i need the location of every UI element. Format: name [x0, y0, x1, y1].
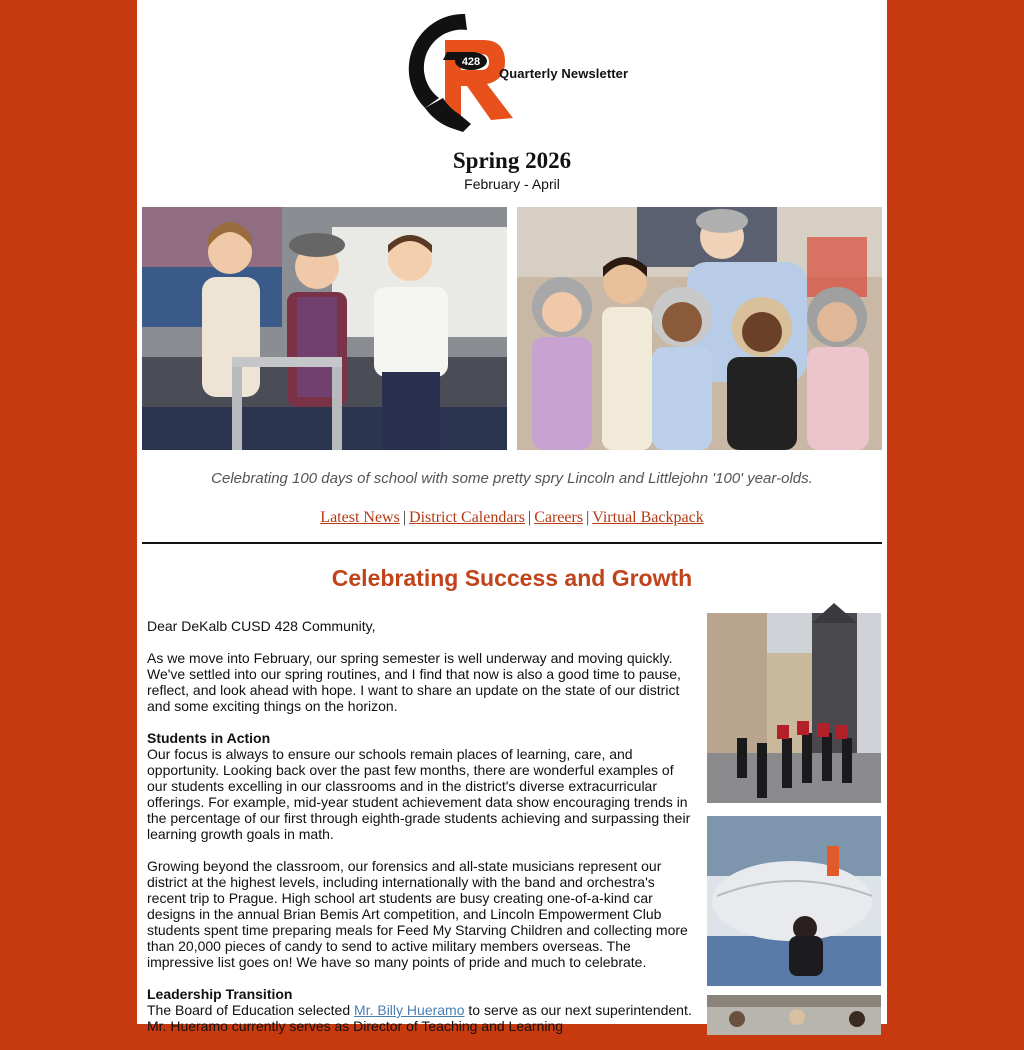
- section-headline: Celebrating Success and Growth: [331, 565, 693, 591]
- section-leadership-transition: [147, 986, 692, 1034]
- nav-separator: |: [402, 509, 407, 526]
- hero-photo-right: [517, 207, 882, 450]
- nav-link-careers[interactable]: Careers: [534, 509, 584, 526]
- quick-links-nav: [137, 509, 887, 527]
- section-title: Leadership Transition: [147, 986, 293, 1002]
- section-text: The Board of Education selected: [147, 1002, 355, 1018]
- nav-link-district-calendars[interactable]: District Calendars: [409, 509, 525, 526]
- hero-photo-left: [142, 207, 507, 450]
- section-text: Our focus is always to ensure our schools remain places of learning, care, and opportunity. Looking back over the past few months, there are wonderful examples of our students excelling in our classrooms and in the district's diverse extracurricular offerings. For example, mid-year student achievement data show encouraging trends in the percentage of our first through eighth-grade students achieving and surpassing their learning growth goals in math.: [147, 746, 691, 842]
- logo-badge-text: 428: [461, 56, 481, 68]
- nav-link-virtual-backpack[interactable]: Virtual Backpack: [592, 509, 704, 526]
- section-growing-beyond: Growing beyond the classroom, our forensics and all-state musicians represent our district at the highest levels, including internationally with the band and orchestra's recent trip to Prague. High school art students are busy creating one-of-a-kind car designs in the annual Brian Bemis Art competition, and Lincoln Empowerment Club students spent time preparing meals for Feed My Starving Children and collecting more than 20,000 pieces of candy to send to active military members overseas. The impressive list goes on! We have so many points of pride and much to celebrate.: [147, 858, 688, 970]
- nav-link-latest-news[interactable]: Latest News: [320, 509, 400, 526]
- section-title: Students in Action: [147, 730, 271, 746]
- letter-body: [147, 618, 692, 1050]
- side-photo-prague-band: [707, 613, 881, 803]
- section-students-in-action: [147, 730, 692, 842]
- season-title: Spring 2026: [452, 148, 572, 173]
- season-months: February - April: [464, 176, 560, 192]
- nav-separator: |: [586, 509, 590, 526]
- newsletter-page: [137, 0, 887, 1034]
- district-logo: [405, 10, 630, 135]
- photo-caption: Celebrating 100 days of school with some pretty spry Lincoln and Littlejohn '100' year-olds.: [211, 470, 813, 487]
- letter-greeting: Dear DeKalb CUSD 428 Community,: [147, 618, 376, 634]
- divider: [142, 542, 882, 544]
- letter-intro: As we move into February, our spring semester is well underway and moving quickly. We've settled into our spring routines, and I find that now is also a good time to pause, reflect, and look ahead with hope. I want to share an update on the state of our district and some exciting things on the horizon.: [147, 650, 681, 714]
- logo-text: Quarterly Newsletter: [499, 66, 629, 81]
- section-text: to serve as our next superintendent. Mr. Hueramo currently serves as Director of Teaching and Learning: [147, 1002, 692, 1034]
- superintendent-link[interactable]: Mr. Billy Hueramo: [354, 1002, 465, 1018]
- nav-separator: |: [528, 509, 532, 526]
- side-photo-classroom: [707, 995, 881, 1035]
- side-photo-art-car: [707, 816, 881, 986]
